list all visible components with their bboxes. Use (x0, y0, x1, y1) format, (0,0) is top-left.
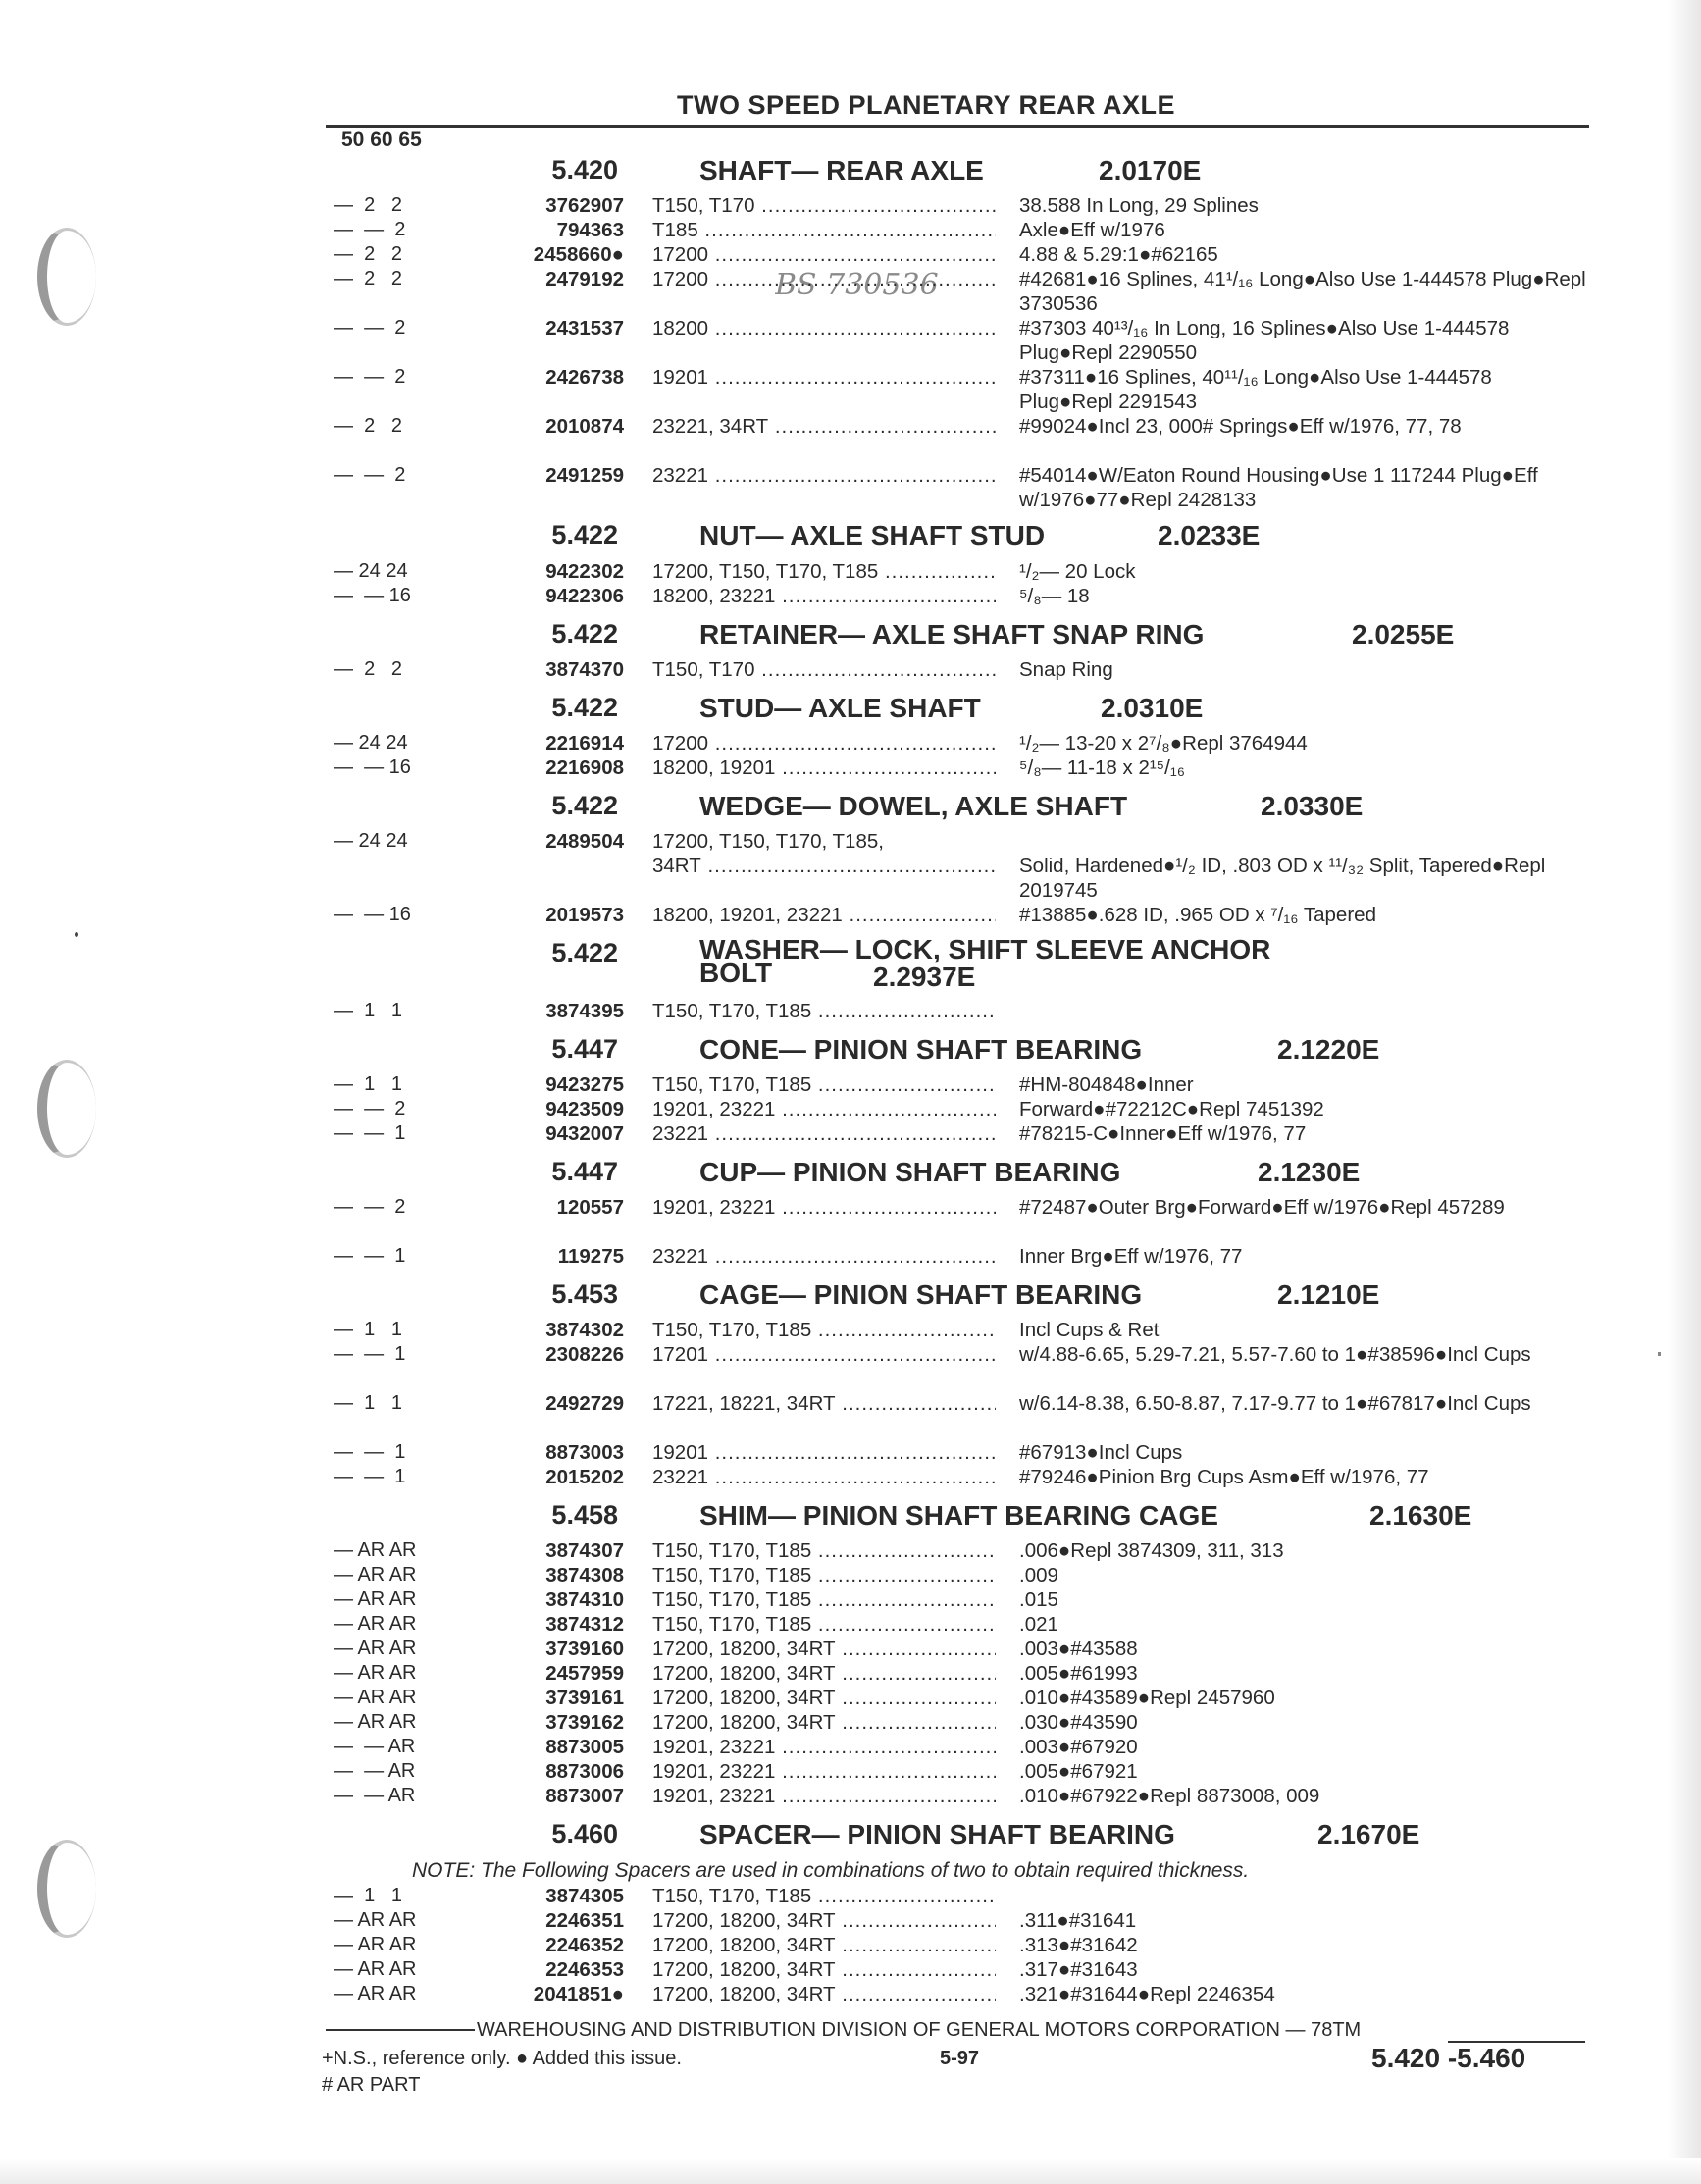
quantity-by-year: — — 2 (334, 1098, 406, 1119)
section-number: 5.422 (551, 791, 618, 820)
part-description: .003●#67920 (1019, 1736, 1138, 1758)
section-code: 2.1210E (1277, 1279, 1380, 1310)
section-number: 5.460 (551, 1819, 618, 1848)
part-number: 3874302 (545, 1319, 624, 1341)
section-name: CONE— PINION SHAFT BEARING (699, 1034, 1143, 1065)
application-models: 17200, 18200, 34RT ..... (652, 1957, 996, 1982)
quantity-by-year: — 24 24 (334, 732, 408, 754)
part-description: .313●#31642 (1019, 1934, 1138, 1956)
quantity-by-year: — AR AR (334, 1564, 417, 1586)
part-number: 3874305 (545, 1885, 624, 1907)
part-description: .005●#67921 (1019, 1760, 1138, 1783)
part-description: 4.88 & 5.29:1●#62165 (1019, 243, 1218, 266)
application-models: T150, T170, T185 ..... (652, 1072, 996, 1097)
section-name-continued: BOLT (699, 958, 773, 988)
page-title: TWO SPEED PLANETARY REAR AXLE (677, 90, 1176, 120)
quantity-by-year: — AR AR (334, 1909, 417, 1931)
quantity-by-year: — — 16 (334, 904, 411, 925)
quantity-by-year: — 1 1 (334, 1073, 403, 1095)
quantity-by-year: — AR AR (334, 1958, 417, 1980)
quantity-by-year: — AR AR (334, 1613, 417, 1635)
section-number: 5.447 (551, 1157, 618, 1186)
quantity-by-year: — — AR (334, 1736, 416, 1757)
footer-legend: +N.S., reference only. ● Added this issue. (322, 2048, 682, 2069)
part-description: .009 (1019, 1564, 1058, 1586)
handwriting-text: BS 730536 (775, 268, 939, 302)
application-models: 23221, 34RT ..... (652, 414, 996, 439)
section-name: NUT— AXLE SHAFT STUD (699, 520, 1046, 550)
section-code: 2.0233E (1158, 520, 1261, 550)
part-number: 2246352 (545, 1934, 624, 1956)
section-name: CAGE— PINION SHAFT BEARING (699, 1279, 1143, 1310)
application-models: T150, T170, T185 ..... (652, 1563, 996, 1587)
part-description: #99024●Incl 23, 000# Springs●Eff w/1976, 77, 78 (1019, 415, 1462, 438)
part-number: 3874308 (545, 1564, 624, 1586)
application-models: 19201 ..... (652, 1440, 996, 1465)
application-models: 17200 ..... (652, 267, 996, 291)
application-models: 23221 ..... (652, 1121, 996, 1146)
part-description: #78215-C●Inner●Eff w/1976, 77 (1019, 1122, 1307, 1145)
quantity-by-year: — AR AR (334, 1588, 417, 1610)
quantity-by-year: — — 2 (334, 366, 406, 388)
application-models: 19201, 23221 ..... (652, 1195, 996, 1220)
section-number: 5.447 (551, 1034, 618, 1064)
application-models: 23221 ..... (652, 1465, 996, 1489)
section-heading (0, 520, 1701, 553)
quantity-by-year: — 2 2 (334, 658, 403, 680)
quantity-by-year: — — AR (334, 1760, 416, 1782)
part-number: 3739162 (545, 1711, 624, 1734)
application-models: 17200, 18200, 34RT ..... (652, 1661, 996, 1686)
section-name: SPACER— PINION SHAFT BEARING (699, 1819, 1175, 1849)
section-name: WEDGE— DOWEL, AXLE SHAFT (699, 791, 1128, 821)
section-code: 2.1220E (1277, 1034, 1380, 1065)
part-description: #13885●.628 ID, .965 OD x ⁷/₁₆ Tapered (1019, 904, 1376, 926)
part-description: .317●#31643 (1019, 1958, 1138, 1981)
section-heading (0, 1157, 1701, 1190)
application-models: 17200, 18200, 34RT ..... (652, 1637, 996, 1661)
part-description: #37311●16 Splines, 40¹¹/₁₆ Long●Also Use 1-444578 Plug●Repl 2291543 (1019, 366, 1492, 413)
part-number: 3874370 (545, 658, 624, 681)
application-models: 19201 ..... (652, 365, 996, 390)
section-range: 5.420 -5.460 (1371, 2043, 1526, 2073)
application-models: 19201, 23221 ..... (652, 1735, 996, 1759)
application-models: 17200, 18200, 34RT ..... (652, 1933, 996, 1957)
part-number: 2489504 (545, 830, 624, 853)
part-description: #37303 40¹³/₁₆ In Long, 16 Splines●Also Use 1-444578 Plug●Repl 2290550 (1019, 317, 1510, 364)
application-models: T150, T170, T185 ..... (652, 1884, 996, 1908)
quantity-by-year: — AR AR (334, 1983, 417, 2004)
part-description: ¹/₂— 20 Lock (1019, 560, 1136, 583)
quantity-by-year: — 2 2 (334, 194, 403, 216)
part-description: w/4.88-6.65, 5.29-7.21, 5.57-7.60 to 1●#38596●Incl Cups (1019, 1343, 1531, 1366)
section-code: 2.1630E (1369, 1500, 1472, 1531)
part-description: .321●#31644●Repl 2246354 (1019, 1983, 1275, 2005)
section-code: 2.0255E (1352, 619, 1455, 650)
section-heading (0, 791, 1701, 824)
part-number: 9422306 (545, 585, 624, 607)
section-name: CUP— PINION SHAFT BEARING (699, 1157, 1121, 1187)
section-name: RETAINER— AXLE SHAFT SNAP RING (699, 619, 1205, 650)
section-code: 2.0310E (1101, 693, 1204, 723)
application-models: 17200, T150, T170, T185, (652, 830, 884, 853)
part-description: .311●#31641 (1019, 1909, 1137, 1932)
part-number: 2010874 (545, 415, 624, 438)
quantity-by-year: — 1 1 (334, 1319, 403, 1340)
part-description: ⁵/₈— 11-18 x 2¹⁵/₁₆ (1019, 756, 1186, 779)
year-columns-header: 50 60 65 (341, 129, 422, 151)
section-heading (0, 619, 1701, 652)
part-number: 794363 (556, 219, 624, 241)
section-number: 5.422 (551, 693, 618, 722)
application-models: 34RT ..... (652, 854, 996, 878)
quantity-by-year: — — AR (334, 1785, 416, 1806)
quantity-by-year: — 1 1 (334, 1885, 403, 1906)
part-description: #42681●16 Splines, 41¹/₁₆ Long●Also Use 1-444578 Plug●Repl 3730536 (1019, 268, 1586, 315)
application-models: 19201, 23221 ..... (652, 1759, 996, 1784)
part-number: 9423275 (545, 1073, 624, 1096)
application-models: T150, T170 ..... (652, 193, 996, 218)
application-models: 17200 ..... (652, 731, 996, 755)
quantity-by-year: — — 2 (334, 1196, 406, 1218)
application-models: 18200, 19201, 23221 ..... (652, 903, 996, 927)
section-code: 2.0330E (1261, 791, 1364, 821)
application-models: 19201, 23221 ..... (652, 1784, 996, 1808)
part-description: .021 (1019, 1613, 1058, 1636)
application-models: T150, T170, T185 ..... (652, 1538, 996, 1563)
section-number: 5.453 (551, 1279, 618, 1309)
application-models: 23221 ..... (652, 1244, 996, 1269)
part-number: 2492729 (545, 1392, 624, 1415)
part-number: 2431537 (545, 317, 624, 339)
part-description: #54014●W/Eaton Round Housing●Use 1 117244 Plug●Eff w/1976●77●Repl 2428133 (1019, 464, 1538, 511)
application-models: 18200 ..... (652, 316, 996, 340)
part-description: Solid, Hardened●¹/₂ ID, .803 OD x ¹¹/₃₂ Split, Tapered●Repl 2019745 (1019, 855, 1546, 902)
section-heading (0, 934, 1701, 992)
part-number: 2426738 (545, 366, 624, 389)
quantity-by-year: — 2 2 (334, 415, 403, 437)
application-models: 17200, 18200, 34RT ..... (652, 1686, 996, 1710)
section-heading (0, 1819, 1701, 1852)
application-models: 17200, 18200, 34RT ..... (652, 1908, 996, 1933)
application-models: T150, T170, T185 ..... (652, 1318, 996, 1342)
part-number: 9432007 (545, 1122, 624, 1145)
quantity-by-year: — 2 2 (334, 268, 403, 289)
quantity-by-year: — — 1 (334, 1343, 406, 1365)
quantity-by-year: — AR AR (334, 1687, 417, 1708)
section-name: STUD— AXLE SHAFT (699, 693, 981, 723)
part-number: 2015202 (545, 1466, 624, 1488)
footer-ar-note: # AR PART (322, 2074, 421, 2096)
part-description: .015 (1019, 1588, 1058, 1611)
page-number: 5-97 (940, 2048, 980, 2069)
spacer-note: NOTE: The Following Spacers are used in combinations of two to obtain required thickness. (412, 1859, 1250, 1882)
quantity-by-year: — AR AR (334, 1539, 417, 1561)
part-number: 2216914 (545, 732, 624, 754)
part-description: .003●#43588 (1019, 1638, 1138, 1660)
part-number: 8873006 (545, 1760, 624, 1783)
section-code: 2.1670E (1317, 1819, 1420, 1849)
section-name: WASHER— LOCK, SHIFT SLEEVE ANCHOR (699, 934, 1271, 964)
section-code: 2.0170E (1099, 155, 1202, 185)
application-models: 18200, 23221 ..... (652, 584, 996, 608)
application-models: T150, T170, T185 ..... (652, 1612, 996, 1637)
application-models: T150, T170, T185 ..... (652, 999, 996, 1023)
part-description: Incl Cups & Ret (1019, 1319, 1160, 1341)
application-models: 17200, 18200, 34RT ..... (652, 1982, 996, 2006)
application-models: T185 ..... (652, 218, 996, 242)
part-description: Forward●#72212C●Repl 7451392 (1019, 1098, 1324, 1120)
quantity-by-year: — AR AR (334, 1638, 417, 1659)
part-number: 9423509 (545, 1098, 624, 1120)
part-number: 2458660● (533, 243, 624, 266)
part-number: 120557 (556, 1196, 624, 1219)
application-models: 17200 ..... (652, 242, 996, 267)
part-number: 2308226 (545, 1343, 624, 1366)
quantity-by-year: — AR AR (334, 1934, 417, 1955)
part-description: #72487●Outer Brg●Forward●Eff w/1976●Repl 457289 (1019, 1196, 1505, 1219)
section-heading (0, 155, 1701, 188)
part-description: w/6.14-8.38, 6.50-8.87, 7.17-9.77 to 1●#67817●Incl Cups (1019, 1392, 1531, 1415)
part-number: 3874395 (545, 1000, 624, 1022)
quantity-by-year: — — 16 (334, 756, 411, 778)
part-description: #67913●Incl Cups (1019, 1441, 1183, 1464)
section-number: 5.422 (551, 520, 618, 549)
quantity-by-year: — — 1 (334, 1466, 406, 1487)
part-description: .005●#61993 (1019, 1662, 1138, 1685)
application-models: T150, T170 ..... (652, 657, 996, 682)
section-name: SHIM— PINION SHAFT BEARING CAGE (699, 1500, 1218, 1531)
quantity-by-year: — 1 1 (334, 1392, 403, 1414)
quantity-by-year: — AR AR (334, 1662, 417, 1684)
quantity-by-year: — 24 24 (334, 560, 408, 582)
part-number: 3739161 (545, 1687, 624, 1709)
part-description: #79246●Pinion Brg Cups Asm●Eff w/1976, 77 (1019, 1466, 1429, 1488)
part-description: .010●#43589●Repl 2457960 (1019, 1687, 1275, 1709)
part-description: .010●#67922●Repl 8873008, 009 (1019, 1785, 1320, 1807)
part-number: 2246351 (545, 1909, 624, 1932)
part-description: Inner Brg●Eff w/1976, 77 (1019, 1245, 1243, 1268)
part-number: 9422302 (545, 560, 624, 583)
section-heading (0, 1279, 1701, 1313)
part-number: 8873005 (545, 1736, 624, 1758)
section-number: 5.422 (551, 619, 618, 649)
part-description: Snap Ring (1019, 658, 1113, 681)
part-number: 3874310 (545, 1588, 624, 1611)
part-number: 2019573 (545, 904, 624, 926)
part-description: ⁵/₈— 18 (1019, 585, 1090, 607)
part-description: 38.588 In Long, 29 Splines (1019, 194, 1259, 217)
quantity-by-year: — 2 2 (334, 243, 403, 265)
quantity-by-year: — — 16 (334, 585, 411, 606)
section-number: 5.458 (551, 1500, 618, 1530)
part-number: 3874312 (545, 1613, 624, 1636)
part-number: 2479192 (545, 268, 624, 290)
section-number: 5.422 (551, 938, 618, 967)
quantity-by-year: — 1 1 (334, 1000, 403, 1021)
part-number: 119275 (557, 1245, 624, 1268)
part-number: 3762907 (545, 194, 624, 217)
part-number: 2246353 (545, 1958, 624, 1981)
quantity-by-year: — — 1 (334, 1245, 406, 1267)
quantity-by-year: — — 2 (334, 317, 406, 338)
quantity-by-year: — — 1 (334, 1441, 406, 1463)
part-number: 2041851● (533, 1983, 624, 2005)
application-models: 19201, 23221 ..... (652, 1097, 996, 1121)
section-heading (0, 1500, 1701, 1534)
quantity-by-year: — — 2 (334, 464, 406, 486)
part-description: .006●Repl 3874309, 311, 313 (1019, 1539, 1284, 1562)
quantity-by-year: — — 1 (334, 1122, 406, 1144)
application-models: 17201 ..... (652, 1342, 996, 1367)
quantity-by-year: — AR AR (334, 1711, 417, 1733)
part-description: Axle●Eff w/1976 (1019, 219, 1165, 241)
part-number: 2457959 (545, 1662, 624, 1685)
part-number: 3874307 (545, 1539, 624, 1562)
application-models: 23221 ..... (652, 463, 996, 488)
quantity-by-year: — 24 24 (334, 830, 408, 852)
part-description: .030●#43590 (1019, 1711, 1138, 1734)
section-code: 2.2937E (873, 962, 976, 992)
part-number: 8873007 (545, 1785, 624, 1807)
part-description: ¹/₂— 13-20 x 2⁷/₈●Repl 3764944 (1019, 732, 1308, 754)
application-models: 17200, T150, T170, T185 ..... (652, 559, 996, 584)
footer-division: WAREHOUSING AND DISTRIBUTION DIVISION OF GENERAL MOTORS CORPORATION — 78TM (477, 2019, 1362, 2041)
part-number: 8873003 (545, 1441, 624, 1464)
footer-rule-left (326, 2029, 475, 2031)
application-models: 18200, 19201 ..... (652, 755, 996, 780)
part-number: 2491259 (545, 464, 624, 487)
section-heading (0, 693, 1701, 726)
section-name: SHAFT— REAR AXLE (699, 155, 984, 185)
part-number: 2216908 (545, 756, 624, 779)
part-description: #HM-804848●Inner (1019, 1073, 1194, 1096)
quantity-by-year: — — 2 (334, 219, 406, 240)
section-number: 5.420 (551, 155, 618, 184)
application-models: 17200, 18200, 34RT ..... (652, 1710, 996, 1735)
application-models: T150, T170, T185 ..... (652, 1587, 996, 1612)
part-number: 3739160 (545, 1638, 624, 1660)
section-code: 2.1230E (1258, 1157, 1361, 1187)
application-models: 17221, 18221, 34RT ..... (652, 1391, 996, 1416)
section-heading (0, 1034, 1701, 1067)
